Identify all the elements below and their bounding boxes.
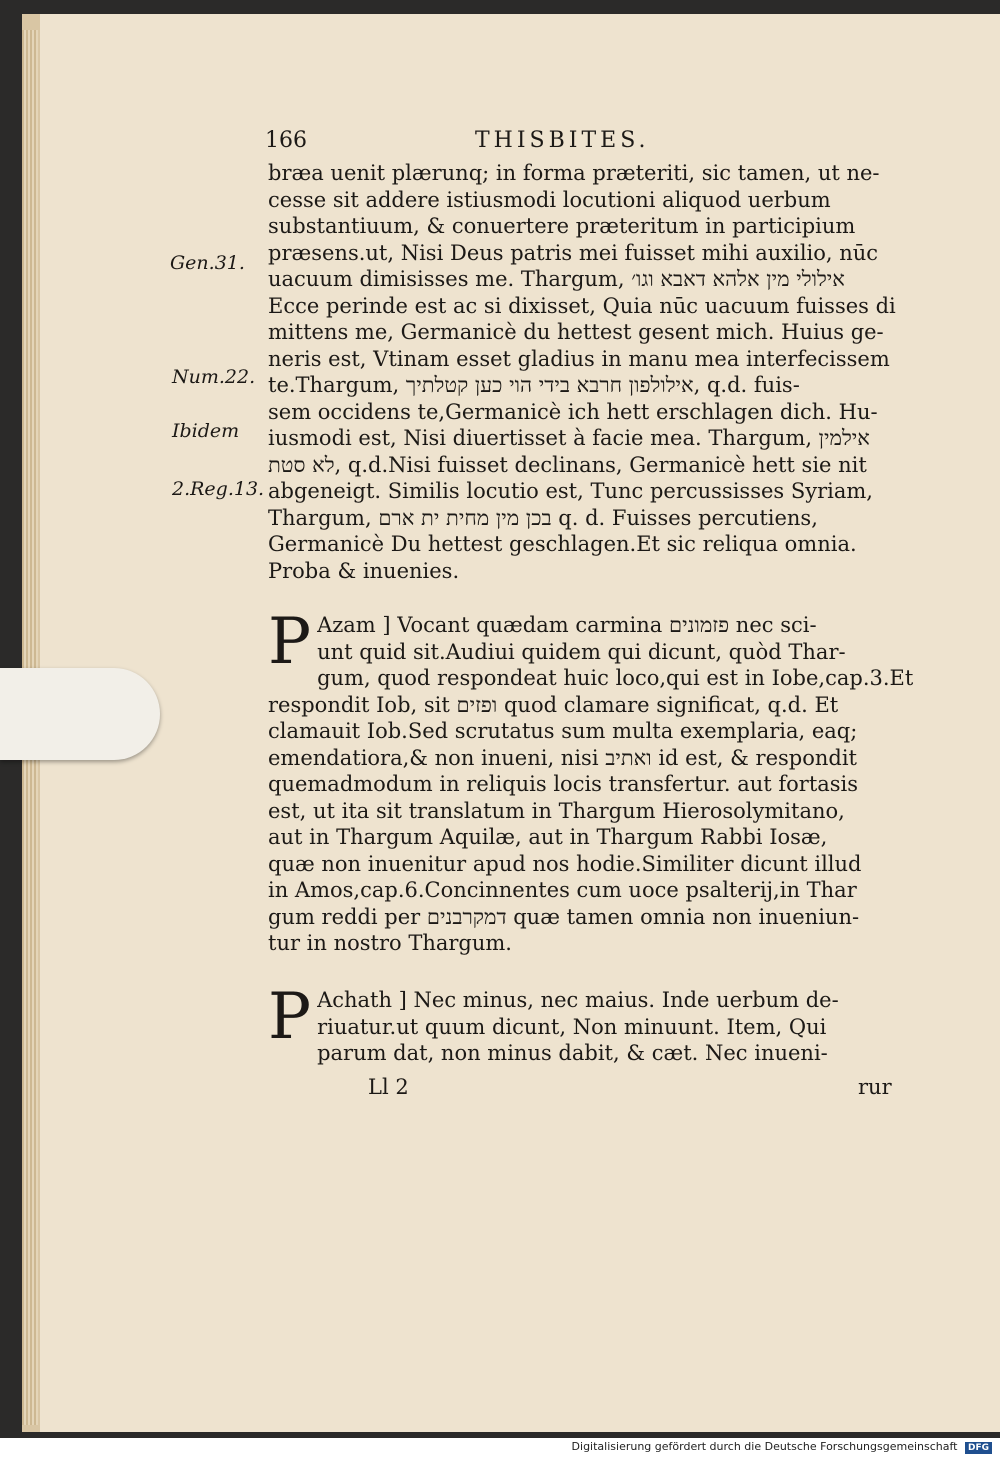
margin-note-num: Num.22.: [172, 366, 256, 388]
running-title: THISBITES.: [475, 128, 650, 153]
text-line: neris est, Vtinam esset gladius in manu mea interfecissem: [268, 346, 890, 371]
margin-note-gen: Gen.31.: [170, 252, 245, 274]
text-line: abgeneigt. Similis locutio est, Tunc percussisses Syriam,: [268, 479, 873, 503]
text-line: cesse sit addere istiusmodi locutioni aliquod uerbum: [268, 187, 831, 212]
catchword: rur: [858, 1075, 892, 1099]
text-line: tur in nostro Thargum.: [268, 931, 512, 955]
text-line: unt quid sit.Audiui quidem qui dicunt, quòd Thar-: [317, 639, 846, 664]
text-line: uacuum dimisisses me. Thargum, אילולי מין אלהא דאבא וגו׳: [268, 267, 845, 291]
text-line: Germanicè Du hettest geschlagen.Et sic reliqua omnia.: [268, 532, 857, 556]
drop-capital: P: [268, 605, 312, 679]
text-line: iusmodi est, Nisi diuertisset à facie mea. Thargum, אילמין: [268, 426, 870, 450]
text-line: quæ non inuenitur apud nos hodie.Similiter dicunt illud: [268, 851, 862, 876]
text-line: riuatur.ut quum dicunt, Non minuunt. Item, Qui: [317, 1014, 827, 1039]
text-line: te.Thargum, אילולפון חרבא בידי הוי כען קטלתיך, q.d. fuis-: [268, 373, 800, 397]
text-line: præsens.ut, Nisi Deus patris mei fuisset mihi auxilio, nūc: [268, 240, 879, 265]
text-line: sem occidens te,Germanicè ich hett erschlagen dich. Hu-: [268, 399, 878, 424]
text-line: parum dat, non minus dabit, & cæt. Nec inueni-: [317, 1041, 828, 1065]
page-holder-clip: [0, 668, 160, 760]
text-line: emendatiora,& non inueni, nisi ואתיב id est, & respondit: [268, 745, 857, 770]
entry-pazam: [268, 605, 913, 957]
text-line: Azam ] Vocant quædam carmina פזמונים nec sci-: [317, 613, 817, 637]
text-line: gum reddi per דמקרבנים quæ tamen omnia non inueniun-: [268, 904, 860, 929]
text-line: Thargum, בכן מין מחית ית ארם q. d. Fuisses percutiens,: [268, 505, 818, 530]
drop-capital: P: [268, 980, 312, 1054]
margin-note-ibidem: Ibidem: [172, 420, 240, 442]
margin-note-reg: 2.Reg.13.: [172, 478, 265, 500]
text-line: respondit Iob, sit ופזים quod clamare significat, q.d. Et: [268, 692, 839, 717]
digitization-credit: [572, 1440, 992, 1454]
signature-mark: Ll 2: [368, 1075, 409, 1099]
text-line: gum, quod respondeat huic loco,qui est in Iobe,cap.3.Et: [317, 666, 913, 690]
text-line: quemadmodum in reliquis locis transfertur. aut fortasis: [268, 772, 859, 796]
text-line: est, ut ita sit translatum in Thargum Hierosolymitano,: [268, 798, 845, 823]
text-line: in Amos,cap.6.Concinnentes cum uoce psalterij,in Thar: [268, 878, 857, 902]
text-line: Proba & inuenies.: [268, 558, 460, 583]
text-line: לא סטת, q.d.Nisi fuisset declinans, Germanicè hett sie nit: [268, 452, 867, 477]
text-line: mittens me, Germanicè du hettest gesent mich. Huius ge-: [268, 320, 884, 344]
dfg-logo: DFG: [965, 1442, 992, 1454]
text-line: bræa uenit plærunq; in forma præteriti, sic tamen, ut ne-: [268, 161, 880, 185]
entry-pachath: [268, 980, 913, 1067]
text-line: clamauit Iob.Sed scrutatus sum multa exemplaria, eaq;: [268, 719, 858, 743]
text-line: Ecce perinde est ac si dixisset, Quia nūc uacuum fuisses di: [268, 293, 896, 318]
text-line: Achath ] Nec minus, nec maius. Inde uerbum de-: [317, 988, 839, 1012]
text-line: aut in Thargum Aquilæ, aut in Thargum Rabbi Iosæ,: [268, 825, 828, 849]
text-line: substantiuum, & conuertere præteritum in participium: [268, 214, 856, 238]
paragraph-continuation: [268, 160, 913, 584]
credit-text: Digitalisierung gefördert durch die Deutsche Forschungsgemeinschaft: [571, 1440, 958, 1453]
page-number: 166: [265, 128, 307, 153]
